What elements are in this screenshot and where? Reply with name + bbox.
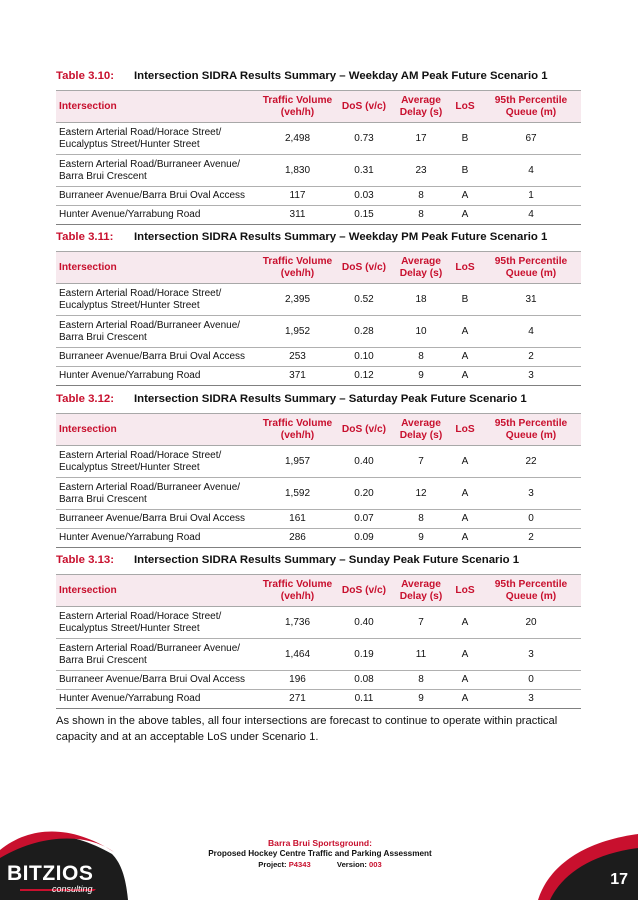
table-header	[56, 252, 581, 284]
cell-intersection: Hunter Avenue/Yarrabung Road	[56, 690, 260, 709]
cell-queue: 0	[481, 671, 581, 690]
header-queue: 95th Percentile Queue (m)	[481, 252, 581, 284]
version-label: Version:	[336, 860, 367, 869]
project-label: Project:	[258, 860, 287, 869]
table-number: Table 3.11:	[56, 231, 114, 243]
table-row	[56, 639, 581, 671]
cell-average-delay: 23	[393, 155, 449, 187]
cell-dos: 0.73	[335, 123, 393, 155]
results-table	[56, 413, 581, 548]
cell-intersection: Eastern Arterial Road/Horace Street/ Eucalyptus Street/Hunter Street	[56, 607, 260, 639]
table-row	[56, 316, 581, 348]
header-intersection: Intersection	[56, 575, 260, 607]
table-row	[56, 510, 581, 529]
cell-traffic-volume: 2,395	[260, 284, 335, 316]
cell-intersection: Eastern Arterial Road/Burraneer Avenue/ Barra Brui Crescent	[56, 478, 260, 510]
cell-intersection: Eastern Arterial Road/Burraneer Avenue/ Barra Brui Crescent	[56, 155, 260, 187]
cell-traffic-volume: 161	[260, 510, 335, 529]
table-block-3-12	[56, 391, 581, 548]
cell-queue: 0	[481, 510, 581, 529]
summary-paragraph: As shown in the above tables, all four intersections are forecast to continue to operate within practical capacity and at an acceptable LoS under Scenario 1.	[56, 715, 558, 743]
cell-intersection: Hunter Avenue/Yarrabung Road	[56, 529, 260, 548]
cell-average-delay: 7	[393, 607, 449, 639]
cell-average-delay: 8	[393, 510, 449, 529]
table-row	[56, 123, 581, 155]
header-queue: 95th Percentile Queue (m)	[481, 575, 581, 607]
page-corner-shape	[528, 830, 638, 900]
cell-queue: 3	[481, 367, 581, 386]
table-title: Intersection SIDRA Results Summary – Weekday PM Peak Future Scenario 1	[134, 231, 548, 243]
cell-dos: 0.19	[335, 639, 393, 671]
cell-average-delay: 11	[393, 639, 449, 671]
table-row	[56, 348, 581, 367]
cell-traffic-volume: 117	[260, 187, 335, 206]
table-row	[56, 206, 581, 225]
table-body	[56, 284, 581, 386]
cell-dos: 0.09	[335, 529, 393, 548]
header-intersection: Intersection	[56, 91, 260, 123]
table-row	[56, 690, 581, 709]
cell-los: A	[449, 446, 481, 478]
cell-los: A	[449, 671, 481, 690]
cell-dos: 0.08	[335, 671, 393, 690]
cell-dos: 0.10	[335, 348, 393, 367]
project-value: P4343	[288, 860, 311, 869]
header-los: LoS	[449, 91, 481, 123]
table-header	[56, 91, 581, 123]
table-row	[56, 607, 581, 639]
logo-wordmark: BITZIOS	[7, 862, 94, 885]
cell-los: A	[449, 187, 481, 206]
header-traffic-volume: Traffic Volume (veh/h)	[260, 252, 335, 284]
cell-los: A	[449, 690, 481, 709]
footer-project-version	[200, 860, 440, 869]
header-dos: DoS (v/c)	[335, 91, 393, 123]
cell-queue: 4	[481, 155, 581, 187]
cell-queue: 31	[481, 284, 581, 316]
table-row	[56, 187, 581, 206]
cell-los: B	[449, 155, 481, 187]
cell-traffic-volume: 1,736	[260, 607, 335, 639]
cell-average-delay: 18	[393, 284, 449, 316]
cell-average-delay: 8	[393, 187, 449, 206]
footer-project-name: Barra Brui Sportsground:	[267, 838, 373, 848]
header-traffic-volume: Traffic Volume (veh/h)	[260, 91, 335, 123]
table-body	[56, 607, 581, 709]
table-caption	[56, 391, 581, 407]
cell-intersection: Burraneer Avenue/Barra Brui Oval Access	[56, 510, 260, 529]
cell-dos: 0.12	[335, 367, 393, 386]
results-table	[56, 251, 581, 386]
header-row	[56, 575, 581, 607]
table-title: Intersection SIDRA Results Summary – Sunday Peak Future Scenario 1	[134, 554, 520, 566]
header-intersection: Intersection	[56, 252, 260, 284]
header-average-delay: Average Delay (s)	[393, 91, 449, 123]
cell-dos: 0.40	[335, 446, 393, 478]
cell-average-delay: 12	[393, 478, 449, 510]
table-title: Intersection SIDRA Results Summary – Saturday Peak Future Scenario 1	[134, 393, 527, 405]
table-block-3-11	[56, 229, 581, 386]
page-number: 17	[610, 871, 628, 888]
cell-average-delay: 9	[393, 367, 449, 386]
cell-traffic-volume: 286	[260, 529, 335, 548]
cell-queue: 3	[481, 478, 581, 510]
cell-traffic-volume: 196	[260, 671, 335, 690]
cell-average-delay: 8	[393, 206, 449, 225]
cell-intersection: Burraneer Avenue/Barra Brui Oval Access	[56, 187, 260, 206]
table-block-3-13	[56, 552, 581, 709]
cell-queue: 22	[481, 446, 581, 478]
cell-traffic-volume: 271	[260, 690, 335, 709]
cell-los: A	[449, 639, 481, 671]
cell-los: A	[449, 316, 481, 348]
table-header	[56, 575, 581, 607]
cell-dos: 0.28	[335, 316, 393, 348]
header-traffic-volume: Traffic Volume (veh/h)	[260, 414, 335, 446]
cell-dos: 0.15	[335, 206, 393, 225]
header-queue: 95th Percentile Queue (m)	[481, 91, 581, 123]
table-block-3-10	[56, 68, 581, 225]
cell-los: A	[449, 348, 481, 367]
footer-report-title: Proposed Hockey Centre Traffic and Parking Assessment	[208, 849, 432, 858]
cell-average-delay: 17	[393, 123, 449, 155]
cell-dos: 0.31	[335, 155, 393, 187]
cell-intersection: Burraneer Avenue/Barra Brui Oval Access	[56, 348, 260, 367]
cell-traffic-volume: 253	[260, 348, 335, 367]
cell-intersection: Eastern Arterial Road/Horace Street/ Eucalyptus Street/Hunter Street	[56, 446, 260, 478]
cell-average-delay: 7	[393, 446, 449, 478]
header-average-delay: Average Delay (s)	[393, 575, 449, 607]
table-row	[56, 671, 581, 690]
table-row	[56, 155, 581, 187]
table-title: Intersection SIDRA Results Summary – Weekday AM Peak Future Scenario 1	[134, 70, 548, 82]
cell-queue: 2	[481, 348, 581, 367]
table-row	[56, 446, 581, 478]
header-row	[56, 91, 581, 123]
table-row	[56, 367, 581, 386]
header-average-delay: Average Delay (s)	[393, 252, 449, 284]
version-value: 003	[369, 860, 382, 869]
cell-queue: 20	[481, 607, 581, 639]
header-dos: DoS (v/c)	[335, 252, 393, 284]
cell-queue: 4	[481, 206, 581, 225]
table-caption	[56, 552, 581, 568]
cell-dos: 0.20	[335, 478, 393, 510]
table-row	[56, 529, 581, 548]
header-los: LoS	[449, 252, 481, 284]
table-body	[56, 446, 581, 548]
cell-intersection: Eastern Arterial Road/Horace Street/ Eucalyptus Street/Hunter Street	[56, 123, 260, 155]
header-los: LoS	[449, 575, 481, 607]
cell-dos: 0.11	[335, 690, 393, 709]
header-traffic-volume: Traffic Volume (veh/h)	[260, 575, 335, 607]
table-caption	[56, 68, 581, 84]
header-los: LoS	[449, 414, 481, 446]
table-row	[56, 478, 581, 510]
table-header	[56, 414, 581, 446]
cell-queue: 67	[481, 123, 581, 155]
cell-traffic-volume: 1,952	[260, 316, 335, 348]
cell-queue: 3	[481, 639, 581, 671]
cell-traffic-volume: 1,957	[260, 446, 335, 478]
cell-dos: 0.03	[335, 187, 393, 206]
cell-queue: 2	[481, 529, 581, 548]
table-body	[56, 123, 581, 225]
header-average-delay: Average Delay (s)	[393, 414, 449, 446]
cell-queue: 4	[481, 316, 581, 348]
cell-queue: 1	[481, 187, 581, 206]
cell-intersection: Hunter Avenue/Yarrabung Road	[56, 206, 260, 225]
cell-queue: 3	[481, 690, 581, 709]
cell-intersection: Eastern Arterial Road/Burraneer Avenue/ Barra Brui Crescent	[56, 316, 260, 348]
table-number: Table 3.13:	[56, 554, 115, 566]
cell-average-delay: 9	[393, 690, 449, 709]
header-row	[56, 414, 581, 446]
results-table	[56, 574, 581, 709]
cell-intersection: Eastern Arterial Road/Burraneer Avenue/ Barra Brui Crescent	[56, 639, 260, 671]
cell-average-delay: 8	[393, 671, 449, 690]
cell-traffic-volume: 371	[260, 367, 335, 386]
cell-traffic-volume: 1,830	[260, 155, 335, 187]
cell-intersection: Hunter Avenue/Yarrabung Road	[56, 367, 260, 386]
table-number: Table 3.10:	[56, 70, 115, 82]
header-queue: 95th Percentile Queue (m)	[481, 414, 581, 446]
header-row	[56, 252, 581, 284]
cell-intersection: Eastern Arterial Road/Horace Street/ Eucalyptus Street/Hunter Street	[56, 284, 260, 316]
cell-los: A	[449, 367, 481, 386]
cell-los: A	[449, 206, 481, 225]
results-table	[56, 90, 581, 225]
cell-dos: 0.52	[335, 284, 393, 316]
cell-los: A	[449, 478, 481, 510]
cell-los: A	[449, 607, 481, 639]
header-dos: DoS (v/c)	[335, 575, 393, 607]
cell-dos: 0.07	[335, 510, 393, 529]
cell-traffic-volume: 311	[260, 206, 335, 225]
cell-los: B	[449, 123, 481, 155]
table-row	[56, 284, 581, 316]
cell-traffic-volume: 1,592	[260, 478, 335, 510]
cell-los: A	[449, 510, 481, 529]
cell-dos: 0.40	[335, 607, 393, 639]
cell-los: B	[449, 284, 481, 316]
cell-average-delay: 8	[393, 348, 449, 367]
cell-traffic-volume: 1,464	[260, 639, 335, 671]
cell-average-delay: 10	[393, 316, 449, 348]
cell-traffic-volume: 2,498	[260, 123, 335, 155]
table-caption	[56, 229, 581, 245]
cell-los: A	[449, 529, 481, 548]
cell-average-delay: 9	[393, 529, 449, 548]
logo-subtitle: consulting	[52, 884, 93, 894]
header-dos: DoS (v/c)	[335, 414, 393, 446]
header-intersection: Intersection	[56, 414, 260, 446]
cell-intersection: Burraneer Avenue/Barra Brui Oval Access	[56, 671, 260, 690]
table-number: Table 3.12:	[56, 393, 115, 405]
